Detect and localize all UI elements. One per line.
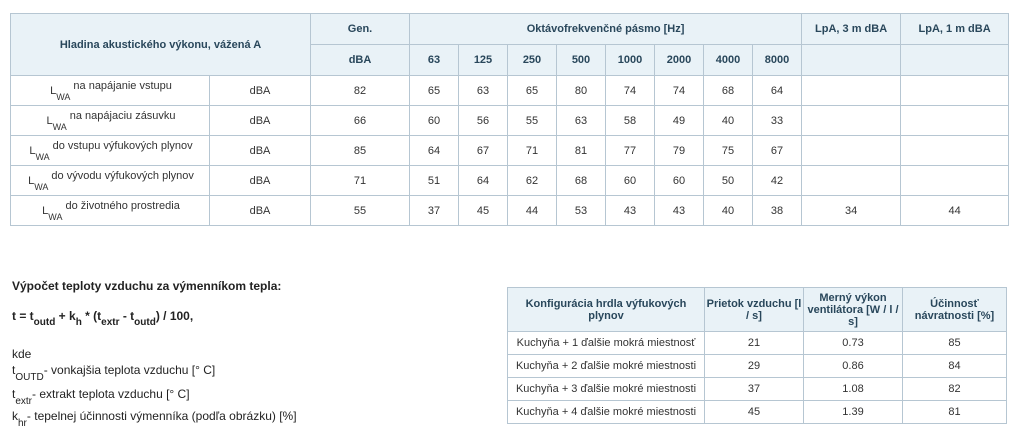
band-value: 60 bbox=[655, 166, 704, 196]
acoustic-power-table bbox=[10, 13, 1009, 226]
config-name: Kuchyňa + 4 ďalšie mokré miestnosti bbox=[508, 401, 705, 424]
fan-power-value: 0.86 bbox=[804, 355, 903, 378]
lwa-symbol: $L_{WA}$ bbox=[29, 144, 50, 162]
band-value: 37 bbox=[410, 196, 459, 226]
acoustic-row bbox=[11, 106, 1009, 136]
band-value: 40 bbox=[704, 106, 753, 136]
gen-unit-header: dBA bbox=[311, 45, 410, 76]
calc-title: Výpočet teploty vzduchu za výmenníkom tepla: bbox=[12, 279, 282, 293]
band-value: 58 bbox=[606, 106, 655, 136]
formula-subscript: outd bbox=[33, 317, 56, 328]
lpa-1m-header: LpA, 1 m dBA bbox=[901, 14, 1009, 45]
band-value: 68 bbox=[557, 166, 606, 196]
acoustic-row bbox=[11, 76, 1009, 106]
band-value: 60 bbox=[410, 106, 459, 136]
band-value: 55 bbox=[508, 106, 557, 136]
config-name: Kuchyňa + 2 ďalšie mokré miestnosti bbox=[508, 355, 705, 378]
band-value: 40 bbox=[704, 196, 753, 226]
config-name: Kuchyňa + 3 ďalšie mokré miestnosti bbox=[508, 378, 705, 401]
gen-value: 82 bbox=[311, 76, 410, 106]
gen-value: 55 bbox=[311, 196, 410, 226]
octave-band-header: Oktávofrekvenčné pásmo [Hz] bbox=[410, 14, 802, 45]
band-value: 79 bbox=[655, 136, 704, 166]
formula-part: - t bbox=[119, 309, 135, 323]
config-header: Konfigurácia hrdla výfukových plynov bbox=[508, 288, 705, 332]
row-description: na napájanie vstupu bbox=[73, 79, 172, 92]
airflow-value: 45 bbox=[705, 401, 804, 424]
band-value: 63 bbox=[459, 76, 508, 106]
definition-subscript: extr bbox=[15, 396, 33, 407]
lpa-3m-value bbox=[802, 76, 901, 106]
lpa-3m-header: LpA, 3 m dBA bbox=[802, 14, 901, 45]
formula-subscript: extr bbox=[101, 317, 120, 328]
band-value: 67 bbox=[753, 136, 802, 166]
definition-symbol: t bbox=[12, 363, 16, 377]
definition-text: - tepelnej účinnosti výmenníka (podľa obrázku) [%] bbox=[26, 409, 297, 423]
lwa-symbol: $L_{WA}$ bbox=[46, 114, 67, 132]
band-value: 64 bbox=[410, 136, 459, 166]
lpa-3m-value bbox=[802, 166, 901, 196]
band-value: 56 bbox=[459, 106, 508, 136]
lpa-1m-blank-header bbox=[901, 45, 1009, 76]
row-label bbox=[11, 106, 210, 136]
row-unit: dBA bbox=[210, 196, 311, 226]
band-header: 250 bbox=[508, 45, 557, 76]
fan-power-value: 1.39 bbox=[804, 401, 903, 424]
band-value: 74 bbox=[655, 76, 704, 106]
row-label bbox=[11, 76, 210, 106]
formula-subscript: outd bbox=[134, 317, 156, 328]
lpa-1m-value bbox=[901, 106, 1009, 136]
where-label: kde bbox=[12, 347, 32, 361]
calc-formula bbox=[12, 309, 194, 328]
band-value: 51 bbox=[410, 166, 459, 196]
acoustic-row bbox=[11, 196, 1009, 226]
band-value: 63 bbox=[557, 106, 606, 136]
recovery-efficiency-value: 85 bbox=[903, 332, 1007, 355]
band-value: 77 bbox=[606, 136, 655, 166]
fan-power-value: 0.73 bbox=[804, 332, 903, 355]
band-value: 64 bbox=[459, 166, 508, 196]
formula-part: * (t bbox=[81, 309, 102, 323]
gen-value: 66 bbox=[311, 106, 410, 136]
band-header: 500 bbox=[557, 45, 606, 76]
config-name: Kuchyňa + 1 ďalšie mokrá miestnosť bbox=[508, 332, 705, 355]
band-value: 33 bbox=[753, 106, 802, 136]
band-value: 50 bbox=[704, 166, 753, 196]
lwa-symbol: $L_{WA}$ bbox=[50, 84, 71, 102]
gen-header: Gen. bbox=[311, 14, 410, 45]
band-value: 43 bbox=[606, 196, 655, 226]
acoustic-header-title: Hladina akustického výkonu, vážená A bbox=[11, 14, 311, 76]
band-value: 65 bbox=[410, 76, 459, 106]
row-unit: dBA bbox=[210, 166, 311, 196]
band-value: 65 bbox=[508, 76, 557, 106]
lpa-1m-value: 44 bbox=[901, 196, 1009, 226]
band-value: 67 bbox=[459, 136, 508, 166]
formula-part: + k bbox=[55, 309, 76, 323]
band-header: 8000 bbox=[753, 45, 802, 76]
row-description: na napájaciu zásuvku bbox=[69, 109, 176, 122]
band-value: 64 bbox=[753, 76, 802, 106]
definition-text: - extrakt teplota vzduchu [° C] bbox=[32, 387, 190, 401]
lpa-1m-value bbox=[901, 166, 1009, 196]
band-value: 71 bbox=[508, 136, 557, 166]
recovery-efficiency-header: Účinnosť návratnosti [%] bbox=[903, 288, 1007, 332]
row-unit: dBA bbox=[210, 106, 311, 136]
acoustic-row bbox=[11, 136, 1009, 166]
band-value: 44 bbox=[508, 196, 557, 226]
definition-t-extr bbox=[12, 387, 190, 407]
band-header: 63 bbox=[410, 45, 459, 76]
lpa-3m-blank-header bbox=[802, 45, 901, 76]
gen-value: 85 bbox=[311, 136, 410, 166]
lwa-symbol: $L_{WA}$ bbox=[42, 204, 63, 222]
band-value: 74 bbox=[606, 76, 655, 106]
airflow-header: Prietok vzduchu [l / s] bbox=[705, 288, 804, 332]
band-value: 38 bbox=[753, 196, 802, 226]
band-value: 80 bbox=[557, 76, 606, 106]
definition-subscript: OUTD bbox=[15, 372, 44, 383]
band-value: 43 bbox=[655, 196, 704, 226]
band-value: 42 bbox=[753, 166, 802, 196]
band-value: 60 bbox=[606, 166, 655, 196]
band-value: 68 bbox=[704, 76, 753, 106]
config-row bbox=[508, 378, 1007, 401]
band-value: 53 bbox=[557, 196, 606, 226]
band-header: 1000 bbox=[606, 45, 655, 76]
definition-symbol: t bbox=[12, 387, 16, 401]
row-unit: dBA bbox=[210, 136, 311, 166]
exhaust-config-table bbox=[507, 287, 1007, 424]
definition-k-hr bbox=[12, 409, 297, 429]
recovery-efficiency-value: 84 bbox=[903, 355, 1007, 378]
lpa-3m-value: 34 bbox=[802, 196, 901, 226]
row-label bbox=[11, 166, 210, 196]
recovery-efficiency-value: 82 bbox=[903, 378, 1007, 401]
row-description: do vstupu výfukových plynov bbox=[52, 139, 193, 152]
definition-text: - vonkajšia teplota vzduchu [° C] bbox=[43, 363, 216, 377]
airflow-value: 21 bbox=[705, 332, 804, 355]
band-header: 4000 bbox=[704, 45, 753, 76]
band-header: 125 bbox=[459, 45, 508, 76]
band-value: 81 bbox=[557, 136, 606, 166]
formula-subscript: h bbox=[75, 317, 82, 328]
lpa-3m-value bbox=[802, 106, 901, 136]
lpa-1m-value bbox=[901, 136, 1009, 166]
acoustic-row bbox=[11, 166, 1009, 196]
fan-power-header: Merný výkon ventilátora [W / l / s] bbox=[804, 288, 903, 332]
airflow-value: 37 bbox=[705, 378, 804, 401]
lpa-1m-value bbox=[901, 76, 1009, 106]
config-row bbox=[508, 355, 1007, 378]
definition-t-outd bbox=[12, 363, 216, 383]
band-value: 49 bbox=[655, 106, 704, 136]
band-value: 45 bbox=[459, 196, 508, 226]
band-value: 75 bbox=[704, 136, 753, 166]
band-value: 62 bbox=[508, 166, 557, 196]
recovery-efficiency-value: 81 bbox=[903, 401, 1007, 424]
fan-power-value: 1.08 bbox=[804, 378, 903, 401]
row-description: do životného prostredia bbox=[65, 199, 180, 212]
row-unit: dBA bbox=[210, 76, 311, 106]
formula-part: t = t bbox=[12, 309, 34, 323]
row-label bbox=[11, 136, 210, 166]
lpa-3m-value bbox=[802, 136, 901, 166]
gen-value: 71 bbox=[311, 166, 410, 196]
config-row bbox=[508, 401, 1007, 424]
row-description: do vývodu výfukových plynov bbox=[51, 169, 194, 182]
definition-symbol: k bbox=[12, 409, 18, 423]
config-row bbox=[508, 332, 1007, 355]
row-label bbox=[11, 196, 210, 226]
formula-part: ) / 100, bbox=[155, 309, 194, 323]
lwa-symbol: $L_{WA}$ bbox=[28, 174, 49, 192]
airflow-value: 29 bbox=[705, 355, 804, 378]
definition-subscript: hr bbox=[18, 418, 27, 429]
band-header: 2000 bbox=[655, 45, 704, 76]
